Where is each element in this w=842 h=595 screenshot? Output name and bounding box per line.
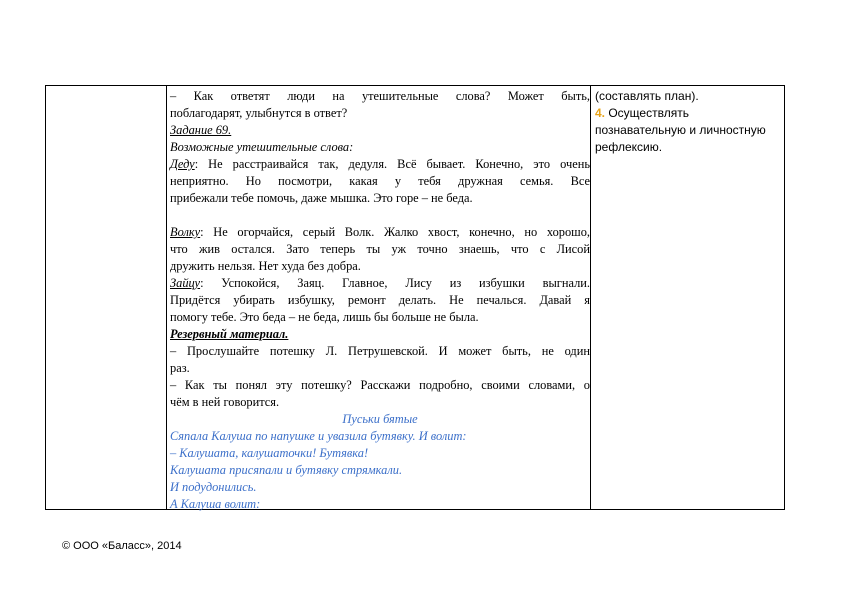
- right-column: [591, 86, 784, 509]
- item-number: 4.: [595, 106, 606, 120]
- question-line: – Как ответят люди на утешительные слова? Может быть,: [170, 89, 590, 103]
- reserve-heading: Резервный материал.: [170, 327, 289, 341]
- poem-line: – Калушата, калушаточки! Бутявка!: [170, 446, 369, 460]
- hare-name: Зайцу: [170, 276, 201, 290]
- middle-column: [167, 86, 591, 509]
- hare-line: Придётся убирать избушку, ремонт делать. Не печалься. Давай я: [170, 293, 590, 307]
- poem-title: Пуськи бятые: [342, 412, 418, 426]
- lesson-table: [45, 85, 785, 510]
- plan-line: (составлять план).: [595, 89, 699, 103]
- hare-line: [170, 275, 590, 292]
- spacer: [170, 207, 590, 224]
- wolf-line: дружить нельзя. Нет худа без добра.: [170, 259, 361, 273]
- grandpa-text: : Не расстраивайся так, дедуля. Всё бывает. Конечно, это очень: [194, 157, 590, 171]
- grandpa-line: прибежали тебе помочь, даже мышка. Это горе – не беда.: [170, 191, 473, 205]
- possible-words-heading: Возможные утешительные слова:: [170, 140, 354, 154]
- listen-line: раз.: [170, 361, 190, 375]
- reflection-line: познавательную и личностную: [595, 123, 766, 137]
- poem-line: Сяпала Калуша по напушке и увазила бутявку. И волит:: [170, 429, 467, 443]
- grandpa-line: [170, 156, 590, 173]
- reflection-line: рефлексию.: [595, 140, 663, 154]
- wolf-text: : Не огорчайся, серый Волк. Жалко хвост, конечно, но хорошо,: [200, 225, 590, 239]
- left-column: [46, 86, 167, 509]
- understand-line: чём в ней говорится.: [170, 395, 280, 409]
- reflection-line: [595, 105, 784, 122]
- reflection-text: Осуществлять: [605, 106, 689, 120]
- question-line: поблагодарят, улыбнутся в ответ?: [170, 106, 348, 120]
- grandpa-name: Деду: [170, 157, 195, 171]
- copyright-footer: © ООО «Баласс», 2014: [62, 540, 182, 552]
- poem-line: И подудонились.: [170, 480, 257, 494]
- understand-line: – Как ты понял эту потешку? Расскажи подробно, своими словами, о: [170, 378, 590, 392]
- wolf-line: [170, 224, 590, 241]
- poem-line: А Калуша волит:: [170, 497, 261, 511]
- task-heading: Задание 69.: [170, 123, 232, 137]
- wolf-name: Волку: [170, 225, 201, 239]
- hare-text: : Успокойся, Заяц. Главное, Лису из избушки выгнали.: [200, 276, 590, 290]
- poem-line: Калушата присяпали и бутявку стрямкали.: [170, 463, 403, 477]
- hare-line: помогу тебе. Это беда – не беда, лишь бы больше не была.: [170, 310, 479, 324]
- listen-line: – Прослушайте потешку Л. Петрушевской. И может быть, не один: [170, 344, 590, 358]
- wolf-line: что жив остался. Зато теперь ты уж точно знаешь, что с Лисой: [170, 242, 590, 256]
- grandpa-line: неприятно. Но посмотри, какая у тебя дружная семья. Все: [170, 174, 590, 188]
